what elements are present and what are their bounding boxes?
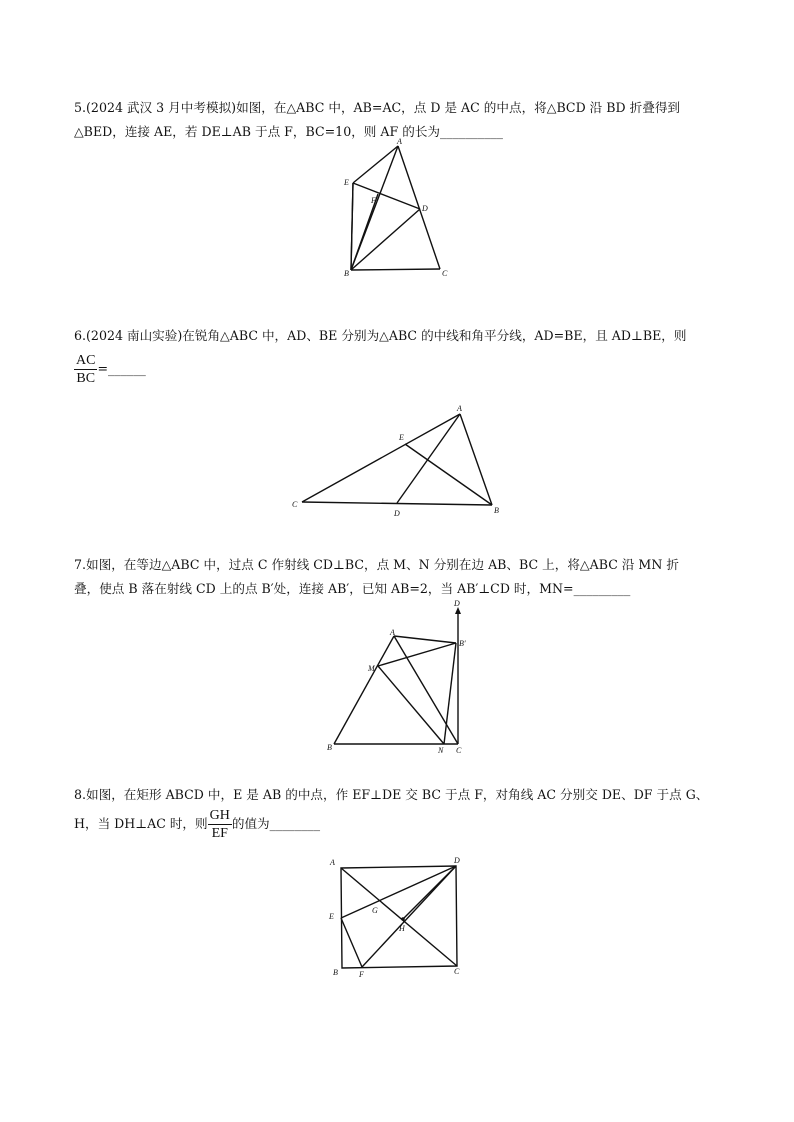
label-D: D: [422, 204, 428, 213]
label-M: M: [368, 664, 375, 673]
label-N: N: [438, 746, 444, 755]
label-B-prime: B′: [459, 639, 466, 648]
fraction-denominator: EF: [211, 826, 228, 841]
label-C: C: [292, 500, 298, 509]
segment-NB-prime: [444, 643, 456, 744]
segment-BC: [351, 269, 440, 270]
problem-6: [74, 324, 714, 387]
segment-BE: [405, 444, 492, 505]
problem-8: [74, 783, 714, 842]
label-E: E: [399, 433, 404, 442]
problem-5-line-1: 5.(2024 武汉 3 月中考模拟)如图，在△ABC 中，AB=AC，点 D 是 AC 的中点，将△BCD 沿 BD 折叠得到: [74, 100, 681, 115]
label-F: F: [359, 970, 364, 979]
segment-AD: [397, 414, 460, 503]
arrow-D: [455, 607, 461, 614]
label-D: D: [454, 599, 460, 608]
segment-EF: [341, 918, 362, 967]
problem-7: [74, 553, 714, 601]
segment-DE: [341, 866, 456, 918]
problem-6-answer-blank: =______: [97, 361, 146, 376]
fraction-ac-over-bc: [74, 352, 97, 387]
label-E: E: [344, 178, 349, 187]
label-A: A: [457, 404, 462, 413]
label-H: H: [399, 924, 405, 933]
label-B: B: [344, 269, 349, 278]
fraction-gh-over-ef: [208, 807, 232, 842]
label-E: E: [329, 912, 334, 921]
problem-5-line-2: △BED，连接 AE，若 DE⊥AB 于点 F，BC=10，则 AF 的长为__________: [74, 124, 503, 139]
label-B: B: [333, 968, 338, 977]
label-C: C: [454, 967, 460, 976]
label-C: C: [456, 746, 462, 755]
segment-AC: [398, 146, 440, 269]
problem-8-line-2-start: H，当 DH⊥AC 时，则: [74, 816, 208, 831]
segment-MB-prime: [378, 643, 456, 666]
problem-8-line-2-end: 的值为________: [231, 816, 321, 831]
point-H: [401, 917, 405, 921]
problem-8-figure: [326, 853, 468, 983]
problem-6-line-1: 6.(2024 南山实验)在锐角△ABC 中，AD、BE 分别为△ABC 的中线和角平分线，AD=BE，且 AD⊥BE，则: [74, 328, 687, 343]
label-D: D: [454, 856, 460, 865]
segment-DF: [362, 866, 456, 967]
label-D: D: [394, 509, 400, 518]
label-F: F: [371, 196, 376, 205]
segment-EB-fold: [351, 183, 353, 270]
fraction-numerator: AC: [76, 353, 96, 368]
label-A: A: [397, 137, 402, 146]
problem-5-figure: [330, 138, 470, 283]
problem-7-line-2: 叠，使点 B 落在射线 CD 上的点 B′处，连接 AB′，已知 AB=2，当 AB′⊥CD 时，MN=_________: [74, 581, 631, 596]
segment-DH: [403, 866, 456, 919]
segment-AB: [334, 636, 394, 744]
problem-8-line-1: 8.如图，在矩形 ABCD 中，E 是 AB 的中点，作 EF⊥DE 交 BC 于点 F，对角线 AC 分别交 DE、DF 于点 G、: [74, 787, 709, 802]
segment-ED: [353, 183, 420, 209]
label-B: B: [327, 743, 332, 752]
label-C: C: [442, 269, 448, 278]
segment-CA: [302, 414, 460, 502]
label-A: A: [390, 628, 395, 637]
fraction-denominator: BC: [76, 371, 96, 386]
problem-7-figure: [322, 598, 472, 756]
label-A: A: [330, 858, 335, 867]
problem-7-line-1: 7.如图，在等边△ABC 中，过点 C 作射线 CD⊥BC，点 M、N 分别在边 AB、BC 上，将△ABC 沿 MN 折: [74, 557, 679, 572]
problem-5: [74, 96, 714, 144]
label-B: B: [494, 506, 499, 515]
label-G: G: [372, 906, 378, 915]
problem-6-figure: [290, 402, 510, 520]
segment-AB: [460, 414, 492, 505]
fraction-numerator: GH: [209, 808, 230, 823]
segment-AB-prime: [394, 636, 456, 643]
